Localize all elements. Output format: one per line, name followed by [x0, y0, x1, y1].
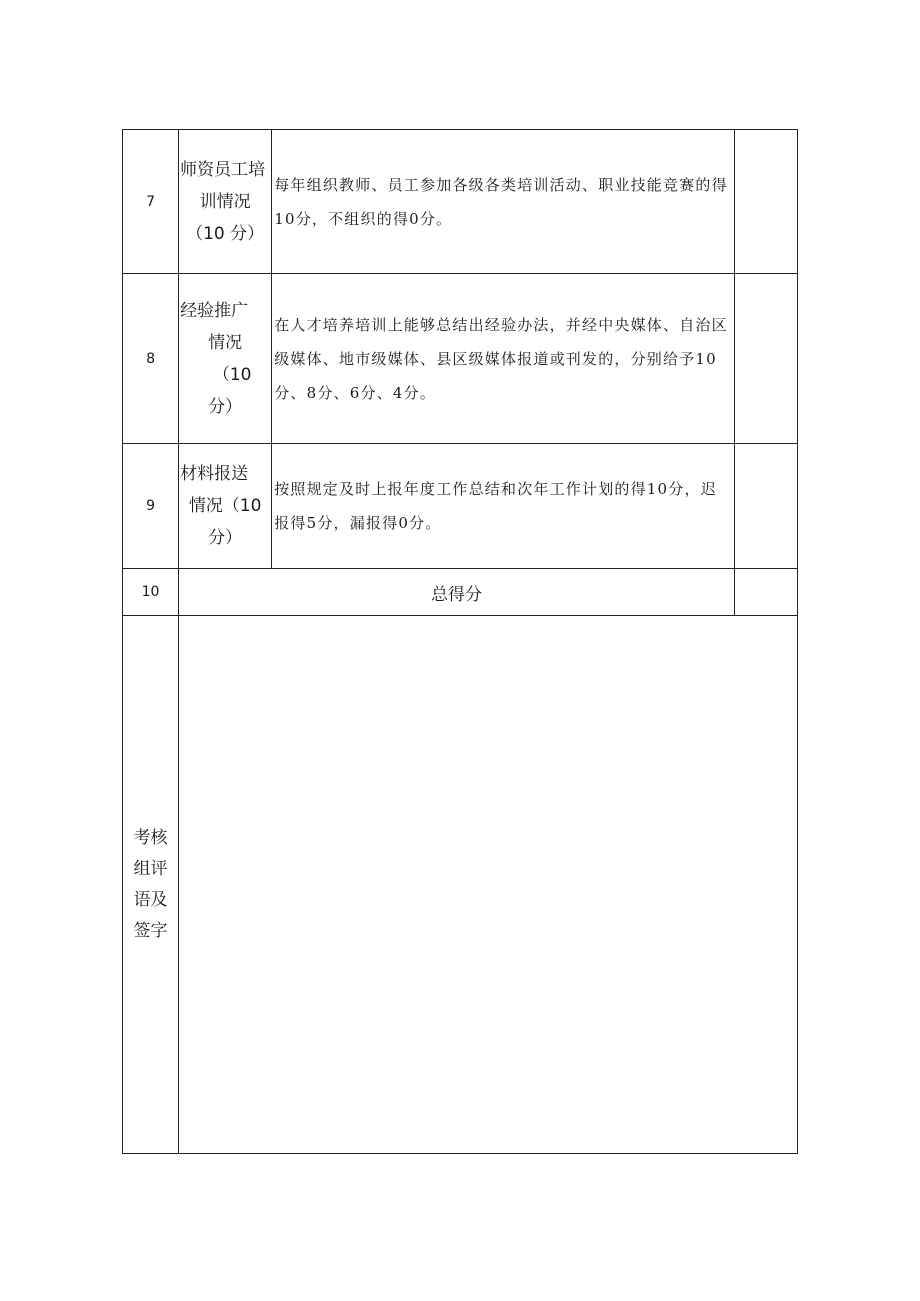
- row-number: 7: [123, 130, 179, 274]
- scoring-standard: 每年组织教师、员工参加各级各类培训活动、职业技能竞赛的得10分，不组织的得0分。: [272, 130, 735, 274]
- score-cell[interactable]: [734, 274, 797, 444]
- item-name: 材料报送 情况（10 分）: [179, 444, 272, 569]
- comment-signature-label: 考核 组评 语及 签字: [123, 616, 179, 1154]
- total-score-label: 总得分: [179, 569, 735, 616]
- comment-row: [123, 616, 798, 1154]
- item-name: 经验推广 情况 （10 分）: [179, 274, 272, 444]
- item-name: 师资员工培 训情况 （10 分）: [179, 130, 272, 274]
- score-cell[interactable]: [734, 130, 797, 274]
- score-cell[interactable]: [734, 444, 797, 569]
- table-row: [123, 130, 798, 274]
- row-number: 9: [123, 444, 179, 569]
- scoring-standard: 在人才培养培训上能够总结出经验办法，并经中央媒体、自治区级媒体、地市级媒体、县区级媒体报道或刊发的，分别给予10分、8分、6分、4分。: [272, 274, 735, 444]
- scoring-standard: 按照规定及时上报年度工作总结和次年工作计划的得10分，迟报得5分，漏报得0分。: [272, 444, 735, 569]
- table-row: [123, 444, 798, 569]
- evaluation-table: [122, 129, 798, 1154]
- comment-signature-area[interactable]: [179, 616, 798, 1154]
- total-score-cell[interactable]: [734, 569, 797, 616]
- row-number: 8: [123, 274, 179, 444]
- evaluation-table-sheet: [122, 129, 798, 1153]
- row-number: 10: [123, 569, 179, 616]
- table-row: [123, 274, 798, 444]
- total-row: [123, 569, 798, 616]
